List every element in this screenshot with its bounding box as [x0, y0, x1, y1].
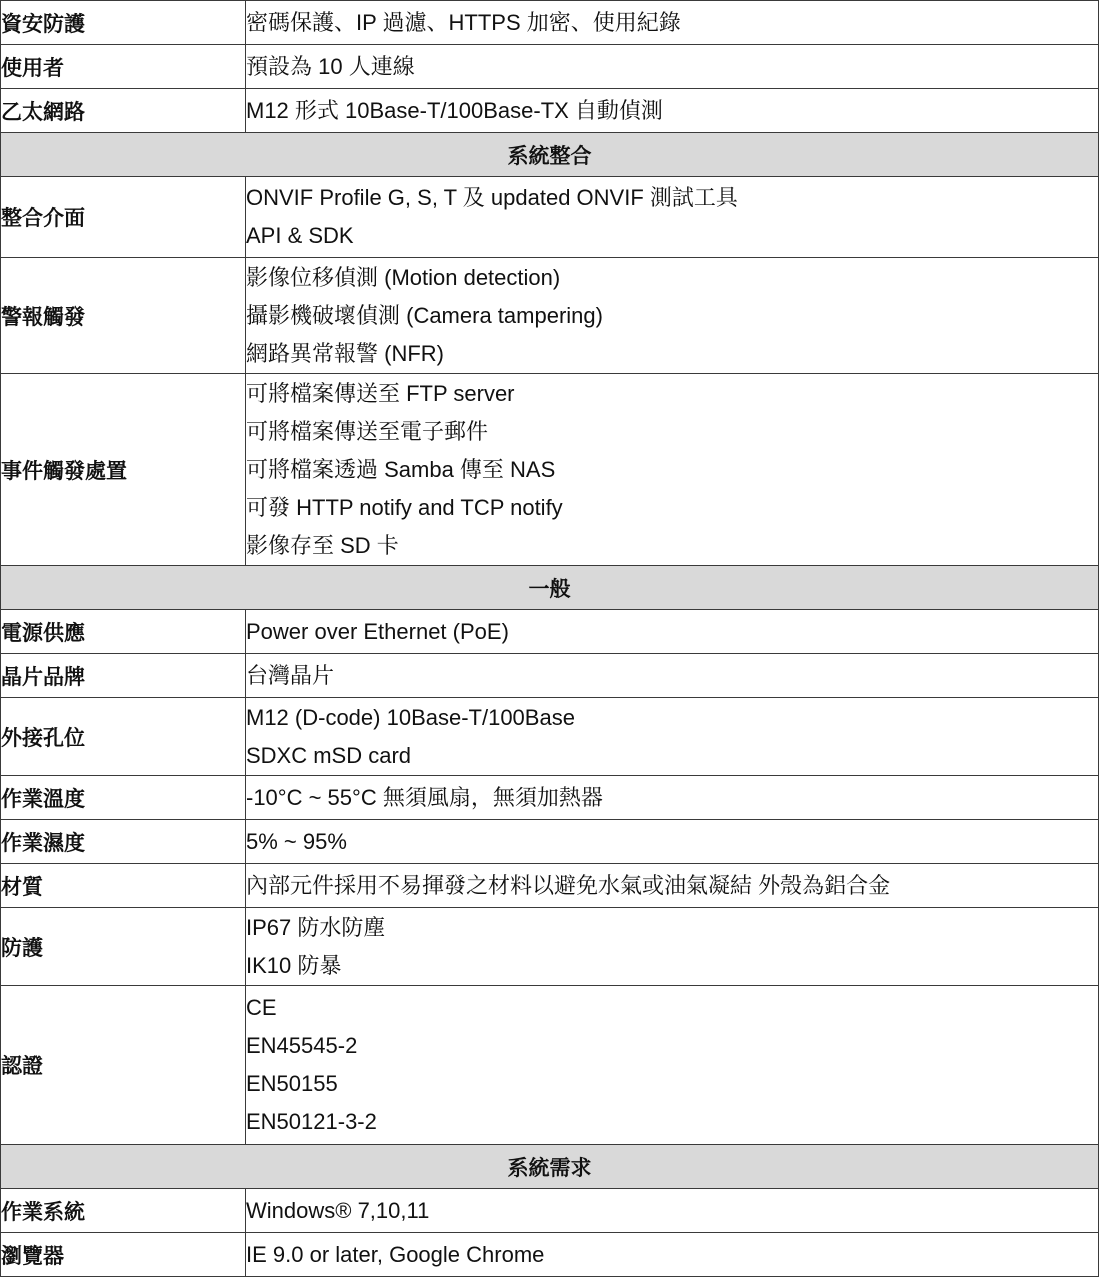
spec-value-line: M12 形式 10Base-T/100Base-TX 自動偵測 — [246, 97, 663, 123]
spec-value — [246, 698, 1099, 776]
spec-row — [1, 776, 1099, 820]
section-title: 系統需求 — [1, 1145, 1099, 1189]
spec-row — [1, 1, 1099, 45]
section-header-row — [1, 566, 1099, 610]
spec-label: 作業系統 — [1, 1189, 246, 1233]
spec-value-line: IE 9.0 or later, Google Chrome — [246, 1241, 545, 1267]
spec-label: 外接孔位 — [1, 698, 246, 776]
spec-value-line: 可將檔案傳送至 FTP server — [246, 380, 515, 406]
spec-row — [1, 610, 1099, 654]
spec-label: 材質 — [1, 864, 246, 908]
spec-label: 認證 — [1, 986, 246, 1145]
spec-value-line: CE — [246, 995, 277, 1020]
spec-value-line: 網路異常報警 (NFR) — [246, 340, 444, 366]
spec-row — [1, 820, 1099, 864]
spec-label: 警報觸發 — [1, 258, 246, 374]
spec-value-line: 可將檔案傳送至電子郵件 — [246, 418, 489, 444]
spec-row — [1, 1189, 1099, 1233]
spec-row — [1, 698, 1099, 776]
section-header-row — [1, 1145, 1099, 1189]
spec-row — [1, 258, 1099, 374]
spec-row — [1, 654, 1099, 698]
spec-row — [1, 864, 1099, 908]
spec-label: 晶片品牌 — [1, 654, 246, 698]
spec-value-line: API & SDK — [246, 223, 354, 248]
spec-value — [246, 1189, 1099, 1233]
spec-label: 作業濕度 — [1, 820, 246, 864]
spec-row — [1, 374, 1099, 566]
spec-row — [1, 1233, 1099, 1277]
spec-value — [246, 258, 1099, 374]
spec-value-line: 內部元件採用不易揮發之材料以避免水氣或油氣凝結 外殼為鋁合金 — [246, 872, 891, 898]
spec-value-line: 預設為 10 人連線 — [246, 53, 415, 79]
section-title: 一般 — [1, 566, 1099, 610]
spec-label: 作業溫度 — [1, 776, 246, 820]
spec-value-line: M12 (D-code) 10Base-T/100Base — [246, 704, 575, 730]
spec-value-line: 可發 HTTP notify and TCP notify — [246, 494, 563, 520]
spec-row — [1, 177, 1099, 258]
spec-label: 電源供應 — [1, 610, 246, 654]
section-header-row — [1, 133, 1099, 177]
spec-label: 瀏覽器 — [1, 1233, 246, 1277]
spec-value — [246, 820, 1099, 864]
spec-value-line: IK10 防暴 — [246, 952, 342, 978]
spec-value — [246, 986, 1099, 1145]
spec-label: 乙太網路 — [1, 89, 246, 133]
spec-row — [1, 45, 1099, 89]
spec-value — [246, 45, 1099, 89]
spec-label: 防護 — [1, 908, 246, 986]
spec-value-line: SDXC mSD card — [246, 742, 412, 768]
spec-value — [246, 374, 1099, 566]
spec-value — [246, 776, 1099, 820]
spec-value-line: 5% ~ 95% — [246, 828, 347, 854]
spec-value-line: 可將檔案透過 Samba 傳至 NAS — [246, 456, 556, 482]
spec-value-line: Power over Ethernet (PoE) — [246, 618, 509, 644]
spec-value-line: -10°C ~ 55°C 無須風扇，無須加熱器 — [246, 784, 603, 810]
spec-value — [246, 89, 1099, 133]
spec-table-body — [1, 1, 1099, 1277]
spec-value-line: ONVIF Profile G, S, T 及 updated ONVIF 測試工具 — [246, 185, 738, 210]
spec-row — [1, 986, 1099, 1145]
spec-value — [246, 1, 1099, 45]
spec-value-line: Windows® 7,10,11 — [246, 1197, 430, 1223]
spec-label: 整合介面 — [1, 177, 246, 258]
spec-value — [246, 610, 1099, 654]
spec-label: 使用者 — [1, 45, 246, 89]
spec-value — [246, 908, 1099, 986]
spec-value-line: EN50121-3-2 — [246, 1109, 377, 1134]
spec-row — [1, 908, 1099, 986]
spec-value — [246, 177, 1099, 258]
section-title: 系統整合 — [1, 133, 1099, 177]
spec-value-line: 影像位移偵測 (Motion detection) — [246, 264, 561, 290]
spec-label: 資安防護 — [1, 1, 246, 45]
spec-value-line: 攝影機破壞偵測 (Camera tampering) — [246, 302, 603, 328]
spec-value-line: 影像存至 SD 卡 — [246, 532, 399, 558]
spec-value-line: IP67 防水防塵 — [246, 914, 386, 940]
spec-value — [246, 864, 1099, 908]
spec-value-line: 密碼保護、IP 過濾、HTTPS 加密、使用紀錄 — [246, 9, 681, 35]
spec-value-line: 台灣晶片 — [246, 662, 335, 688]
spec-label: 事件觸發處置 — [1, 374, 246, 566]
spec-value-line: EN45545-2 — [246, 1033, 358, 1058]
spec-value — [246, 654, 1099, 698]
spec-value-line: EN50155 — [246, 1071, 338, 1096]
spec-row — [1, 89, 1099, 133]
spec-value — [246, 1233, 1099, 1277]
